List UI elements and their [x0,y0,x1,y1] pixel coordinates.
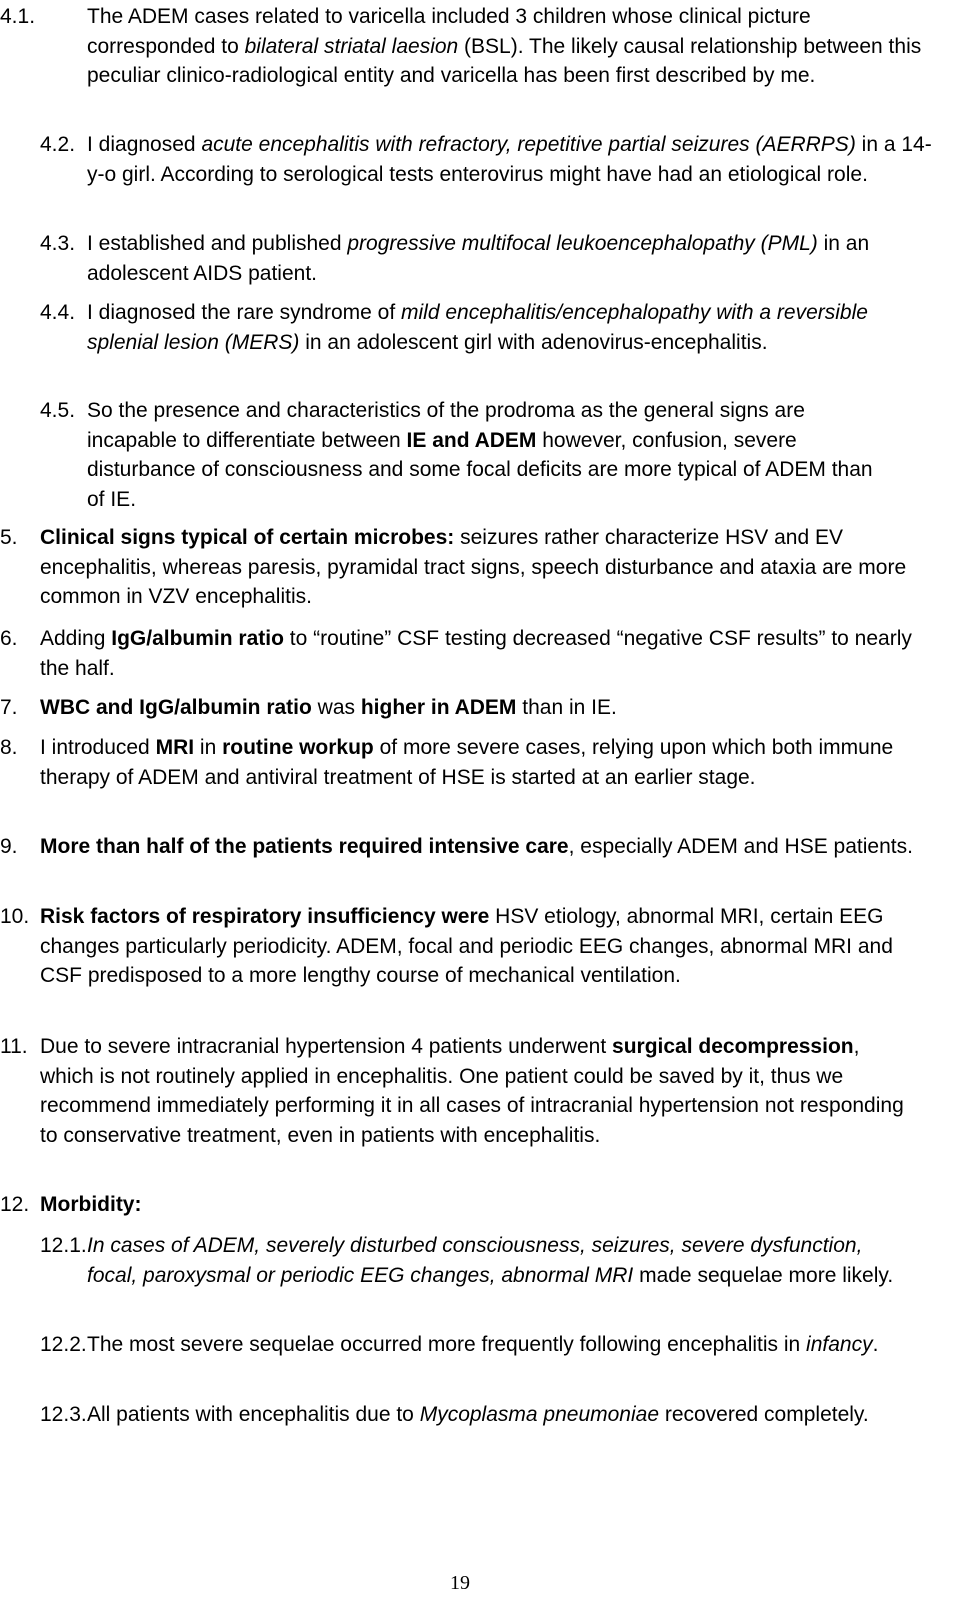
text-run: All patients with encephalitis due to [87,1403,420,1426]
item-text [87,130,937,189]
item-number: 10. [0,905,30,928]
italic-text: acute encephalitis with refractory, repetitive partial seizures (AERRPS) [201,133,856,156]
italic-text: progressive multifocal leukoencephalopathy (PML) [347,232,818,255]
bold-text: Morbidity: [40,1193,142,1216]
text-run: The ADEM cases related to varicella included 3 children whose clinical picture corresponded to [87,5,817,58]
bold-text: higher in ADEM [360,696,517,719]
item-number: 11. [0,1035,28,1058]
text-run: was [311,696,361,719]
text-run: in an adolescent girl with adenovirus-encephalitis. [299,330,768,354]
text-run: , which is not routinely applied in encephalitis. One patient could be saved by it, thus we recommend immediately performing it in all cases of intracranial hypertension not responding to conservative treatment, even in patients with encephalitis. [40,1035,910,1147]
text-run: I diagnosed [87,133,202,156]
text-run: in a 14-y-o girl. According to serological tests enterovirus might have had an etiological role. [87,133,932,186]
italic-text: Mycoplasma pneumoniae [419,1403,659,1426]
item-number: 4.1. [0,5,36,28]
bold-text: More than half of the patients required intensive care [40,835,569,858]
text-run: I established and published [87,232,348,255]
item-text [87,298,937,357]
item-number: 4.4. [40,301,76,324]
bold-text: Clinical signs typical of certain microbes: [40,526,455,549]
text-run: Due to severe intracranial hypertension 4 patients underwent [40,1035,613,1058]
italic-text: infancy [806,1333,873,1356]
text-run: in [194,736,223,759]
item-number: 12. [0,1193,30,1216]
text-run: Adding [40,627,112,650]
text-run: of more severe cases, relying upon which both immune therapy of ADEM and antiviral treatment of HSE is started at an earlier stage. [40,736,900,789]
text-run: to “routine” CSF testing decreased “negative CSF results” to nearly the half. [40,627,918,680]
bold-text: IE and ADEM [406,428,537,452]
bold-text: surgical decompression [612,1035,854,1058]
item-text [40,523,920,612]
text-run: than in IE. [516,696,617,719]
page-number: 19 [450,1572,470,1594]
item-text [40,1032,910,1150]
text-run: in an adolescent AIDS patient. [87,232,875,285]
item-text [87,1400,917,1430]
italic-text: In cases of ADEM, severely disturbed consciousness, seizures, severe dysfunction, focal, paroxysmal or periodic EEG changes, abnormal MRI [87,1234,869,1287]
item-number: 12.1. [40,1234,87,1257]
item-number: 12.3. [40,1403,87,1426]
item-text [40,1190,920,1220]
item-number: 6. [0,627,18,650]
text-run: HSV etiology, abnormal MRI, certain EEG changes particularly periodicity. ADEM, focal and periodic EEG changes, abnormal MRI and CSF predisposed to a more lengthy course of mechanical ventilation. [40,905,899,988]
item-text [87,229,937,288]
text-run: seizures rather characterize HSV and EV encephalitis, whereas paresis, pyramidal tract signs, speech disturbance and ataxia are more common in VZV encephalitis. [40,526,912,609]
text-run: I introduced [40,736,156,759]
italic-text: bilateral striatal laesion [244,34,459,58]
item-number: 4.3. [40,232,76,255]
item-text [87,396,887,514]
item-text [40,693,920,723]
text-run: . [872,1333,879,1356]
item-text [87,1330,917,1360]
item-number: 4.5. [40,399,76,422]
bold-text: IgG/albumin ratio [111,627,284,650]
item-text [40,624,920,683]
item-text [40,902,930,991]
bold-text: MRI [155,736,195,759]
item-text [87,1231,917,1290]
text-run: So the presence and characteristics of the prodroma as the general signs are incapable to differentiate between [87,399,811,452]
item-text [40,832,920,862]
item-text [87,2,937,91]
item-number: 7. [0,696,18,719]
bold-text: routine workup [222,736,374,759]
item-number: 8. [0,736,18,759]
text-run: made sequelae more likely. [633,1263,894,1287]
item-number: 4.2. [40,133,76,156]
item-number: 5. [0,526,18,549]
text-run: recovered completely. [659,1403,869,1426]
text-run: (BSL). The likely causal relationship between this peculiar clinico-radiological entity and varicella has been first described by me. [87,34,928,88]
item-number: 12.2. [40,1333,87,1356]
text-run: , especially ADEM and HSE patients. [568,835,913,858]
item-number: 9. [0,835,18,858]
italic-text: mild encephalitis/encephalopathy with a reversible splenial lesion (MERS) [87,301,874,354]
text-run: I diagnosed the rare syndrome of [87,301,402,324]
text-run: however, confusion, severe disturbance of consciousness and some focal deficits are more typical of ADEM than of IE. [87,428,879,511]
bold-text: WBC and IgG/albumin ratio [40,696,312,719]
item-text [40,733,920,792]
bold-text: Risk factors of respiratory insufficiency were [40,905,490,928]
text-run: The most severe sequelae occurred more frequently following encephalitis in [87,1333,807,1356]
